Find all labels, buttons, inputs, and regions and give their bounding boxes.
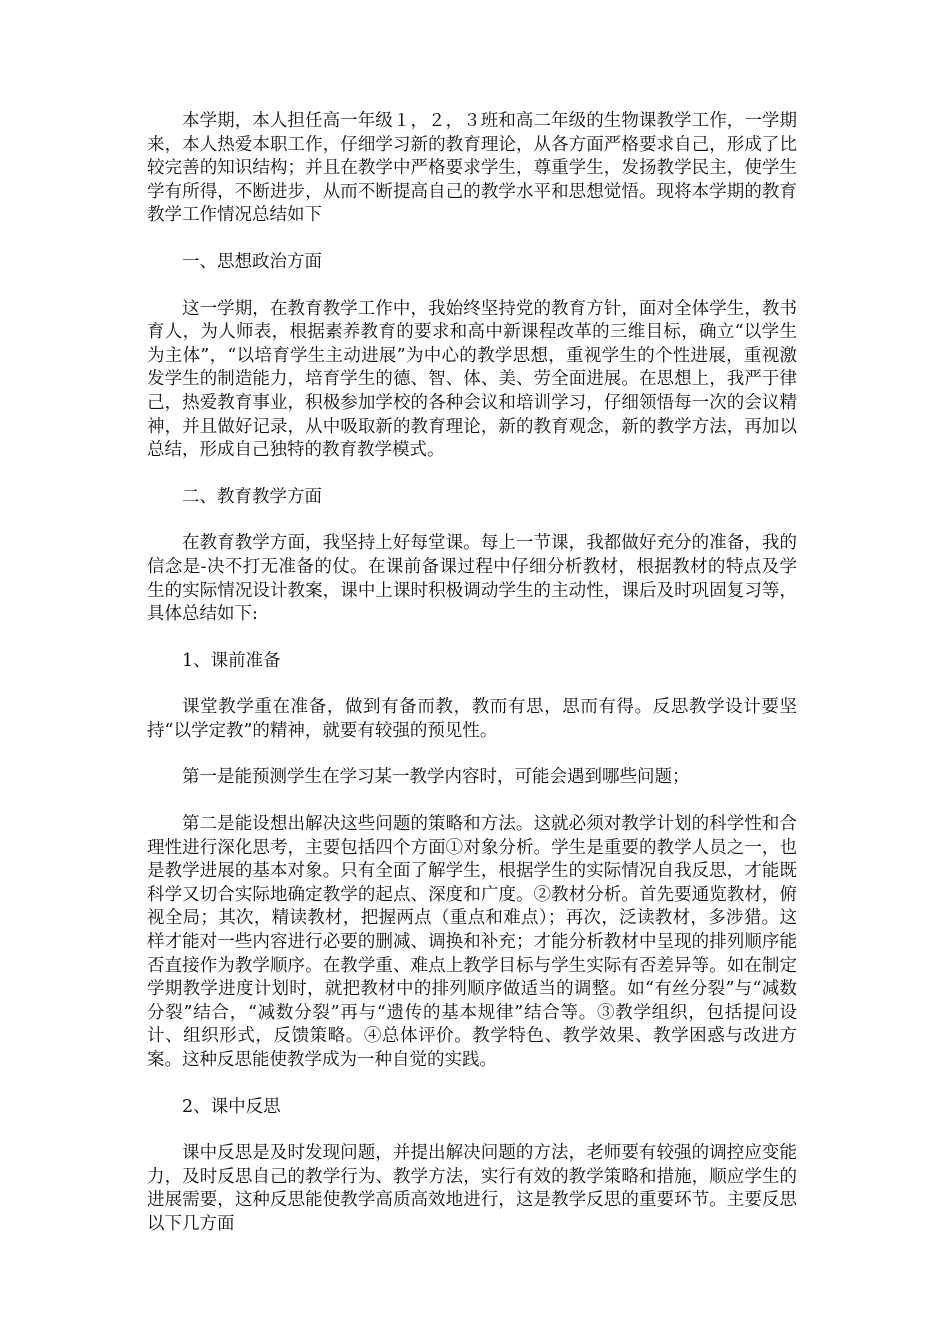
second-point-paragraph: 第二是能设想出解决这些问题的策略和方法。这就必须对教学计划的科学性和合理性进行深化思考，主要包括四个方面①对象分析。学生是重要的教学人员之一，也是教学进展的基本对象。只有全面了解学生，根据学生的实际情况自我反思，才能既科学又切合实际地确定教学的起点、深度和广度。②教材分析。首先要通览教材，俯视全局；其次，精读教材，把握两点（重点和难点）；再次，泛读教材，多涉猎。这样才能对一些内容进行必要的删减、调换和补充；才能分析教材中呈现的排列顺序能否直接作为教学顺序。在教学重、难点上教学目标与学生实际有否差异等。如在制定学期教学进度计划时，就把教材中的排列顺序做适当的调整。如“有丝分裂”与“减数分裂”结合，“减数分裂”再与“遗传的基本规律”结合等。③教学组织，包括提问设计、组织形式，反馈策略。④总体评价。教学特色、教学效果、教学困惑与改进方案。这种反思能使教学成为一种自觉的实践。	[147, 814, 797, 1070]
subheading-preparation: 1、课前准备	[182, 650, 281, 671]
preparation-paragraph: 课堂教学重在准备，做到有备而教，教而有思，思而有得。反思教学设计要坚持“以学定教”的精神，就要有较强的预见性。	[147, 697, 797, 741]
section-heading-ideology: 一、思想政治方面	[182, 251, 322, 272]
in-class-reflection-paragraph: 课中反思是及时发现问题，并提出解决问题的方法，老师要有较强的调控应变能力，及时反思自己的教学行为、教学方法，实行有效的教学策略和措施，顺应学生的进展需要，这种反思能使教学高质高效地进行，这是教学反思的重要环节。主要反思以下几方面	[147, 1143, 797, 1234]
ideology-paragraph: 这一学期，在教育教学工作中，我始终坚持党的教育方针，面对全体学生，教书育人，为人师表，根据素养教育的要求和高中新课程改革的三维目标，确立“以学生为主体”，“以培育学生主动进展”为中心的教学思想，重视学生的个性进展，重视激发学生的制造能力，培育学生的德、智、体、美、劳全面进展。在思想上，我严于律己，热爱教育事业，积极参加学校的各种会议和培训学习，仔细领悟每一次的会议精神，并且做好记录，从中吸取新的教育理论，新的教育观念，新的教学方法，再加以总结，形成自己独特的教育教学模式。	[147, 298, 797, 461]
document-body	[147, 110, 797, 1260]
intro-paragraph: 本学期，本人担任高一年级１，２，３班和高二年级的生物课教学工作，一学期来，本人热爱本职工作，仔细学习新的教育理论，从各方面严格要求自己，形成了比较完善的知识结构；并且在教学中严格要求学生，尊重学生，发扬教学民主，使学生学有所得，不断进步，从而不断提高自己的教学水平和思想觉悟。现将本学期的教育教学工作情况总结如下	[147, 111, 797, 226]
subheading-in-class-reflection: 2、课中反思	[182, 1096, 281, 1117]
teaching-paragraph: 在教育教学方面，我坚持上好每堂课。每上一节课，我都做好充分的准备，我的信念是-决不打无准备的仗。在课前备课过程中仔细分析教材，根据教材的特点及学生的实际情况设计教案，课中上课时积极调动学生的主动性，课后及时巩固复习等，具体总结如下:	[147, 533, 797, 625]
first-point-paragraph: 第一是能预测学生在学习某一教学内容时，可能会遇到哪些问题；	[182, 767, 690, 788]
section-heading-teaching: 二、教育教学方面	[182, 486, 322, 507]
